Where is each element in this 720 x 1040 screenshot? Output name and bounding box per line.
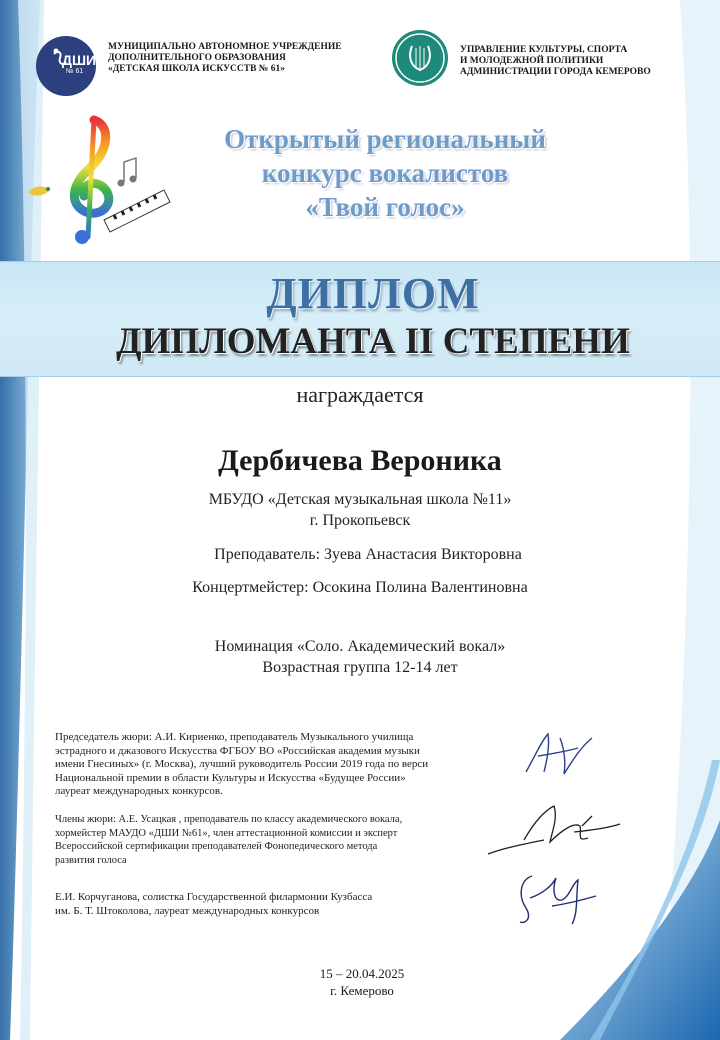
department-org-line: АДМИНИСТРАЦИИ ГОРОДА КЕМЕРОВО bbox=[460, 67, 651, 77]
school-org-line: «ДЕТСКАЯ ШКОЛА ИСКУССТВ № 61» bbox=[108, 64, 285, 74]
bird-icon bbox=[28, 187, 50, 196]
jury-chair-line: эстрадного и джазового Искусства ФГБОУ ВО «Российская академия музыки bbox=[55, 744, 420, 757]
teacher: Преподаватель: Зуева Анастасия Викторовна bbox=[214, 546, 522, 563]
contest-title-line: конкурс вокалистов bbox=[261, 158, 509, 188]
member-signature-1 bbox=[484, 800, 624, 862]
lyre-icon bbox=[392, 30, 448, 86]
jury-member-line: хормейстер МАУДО «ДШИ №61», член аттестационной комиссии и эксперт bbox=[55, 827, 398, 839]
diploma-degree: ДИПЛОМАНТА II СТЕПЕНИ bbox=[116, 321, 630, 362]
jury-member-line: Члены жюри: А.Е. Усацкая , преподаватель по классу академического вокала, bbox=[55, 814, 403, 825]
member-signature-2 bbox=[512, 866, 602, 930]
jury-chair-line: Национальной премии в области Культуры и Искусства «Будущее России» bbox=[55, 771, 406, 784]
accompanist: Концертмейстер: Осокина Полина Валентиновна bbox=[192, 579, 528, 596]
school-name: МБУДО «Детская музыкальная школа №11» bbox=[208, 491, 512, 508]
school-logo-number: № 61 bbox=[66, 68, 84, 75]
jury-member-2 bbox=[55, 891, 372, 918]
department-org-line: И МОЛОДЕЖНОЙ ПОЛИТИКИ bbox=[460, 56, 604, 66]
contest-title-line: «Твой голос» bbox=[305, 192, 465, 222]
nomination: Номинация «Соло. Академический вокал» bbox=[214, 638, 506, 655]
awarded-label: награждается bbox=[296, 382, 424, 407]
age-group: Возрастная группа 12-14 лет bbox=[262, 659, 458, 676]
culture-department-emblem bbox=[392, 30, 448, 86]
school-logo bbox=[36, 36, 96, 96]
chair-signature bbox=[520, 728, 600, 780]
jury-member-line: им. Б. Т. Штоколова, лауреат международных конкурсов bbox=[55, 904, 320, 917]
event-dates: 15 – 20.04.2025 bbox=[319, 966, 405, 981]
jury-chair-line: имени Гнесиных» (г. Москва), лучший руководитель России 2019 года по верси bbox=[55, 758, 429, 770]
jury-member-line: развития голоса bbox=[55, 854, 127, 866]
contest-title bbox=[150, 122, 620, 224]
laureate-name: Дербичева Вероника bbox=[218, 444, 502, 477]
department-org-name bbox=[460, 45, 651, 78]
jury-chair bbox=[55, 731, 428, 799]
event-place: г. Кемерово bbox=[330, 983, 394, 998]
school-org-line: МУНИЦИПАЛЬНО АВТОНОМНОЕ УЧРЕЖДЕНИЕ bbox=[108, 42, 342, 52]
school-org-name bbox=[108, 42, 342, 75]
jury-chair-line: лауреат международных конкурсов. bbox=[55, 785, 223, 797]
contest-title-line: Открытый региональный bbox=[224, 124, 546, 154]
school-logo-text: ДШИ bbox=[62, 52, 97, 68]
jury-member-line: Е.И. Корчуганова, солистка Государственной филармонии Кузбасса bbox=[55, 891, 373, 903]
jury-member-line: Всероссийской сертификации преподавателей Фонопедического метода bbox=[55, 841, 378, 852]
city: г. Прокопьевск bbox=[309, 512, 411, 529]
jury-chair-line: Председатель жюри: А.И. Кириенко, преподаватель Музыкального училища bbox=[55, 731, 414, 743]
department-org-line: УПРАВЛЕНИЕ КУЛЬТУРЫ, СПОРТА bbox=[460, 45, 628, 55]
diploma-title: ДИПЛОМ bbox=[266, 269, 480, 318]
school-org-line: ДОПОЛНИТЕЛЬНОГО ОБРАЗОВАНИЯ bbox=[108, 53, 286, 63]
jury-members bbox=[55, 813, 402, 867]
